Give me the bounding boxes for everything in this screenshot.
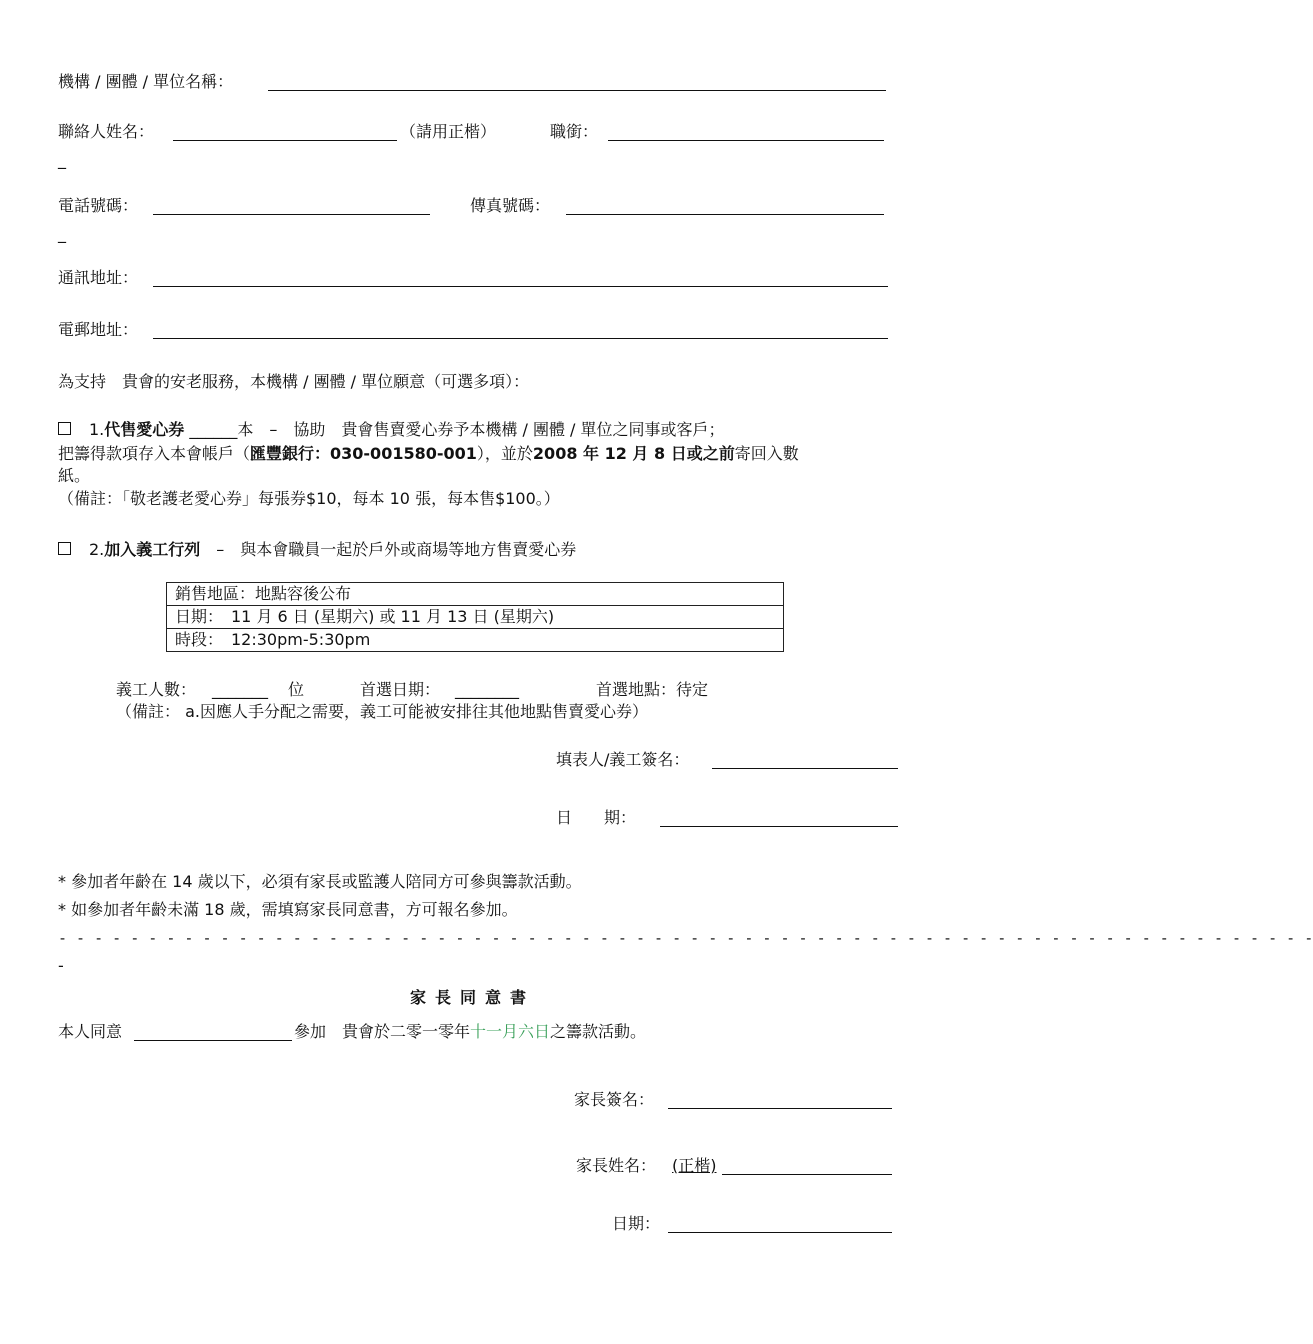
volunteer-count-blank[interactable]: _______ [212,680,268,699]
intro-text: 為支持 貴會的安老服務，本機構 / 團體 / 單位願意（可選多項）： [58,372,530,391]
sign-date-field[interactable] [660,826,898,827]
phone-wrap-mark: _ [58,224,66,243]
sales-info-table [166,582,784,652]
preferred-date-label: 首選日期： [360,680,441,699]
contact-name-field[interactable] [173,140,397,141]
volunteer-count-label: 義工人數： [116,680,197,699]
volunteer-count-unit: 位 [288,680,305,699]
option1-deposit-text3: 寄回入數 [734,444,799,463]
option1-line3: 紙。 [58,466,91,485]
email-field[interactable] [153,338,888,339]
preferred-date-blank[interactable]: ________ [455,680,519,699]
signer-field[interactable] [712,768,898,769]
option1-remark: （備註：「敬老護老愛心券」每張券$10，每本 10 張，每本售$100。） [58,489,560,508]
preferred-place-label: 首選地點：待定 [596,680,709,699]
consent-text-b: 參加 貴會於二零一零年 [294,1022,471,1041]
bank-account: 匯豐銀行：030-001580-001 [250,444,477,463]
option2-desc: – 與本會職員一起於戶外或商場等地方售賣愛心券 [200,540,577,559]
consent-event-date: 十一月六日 [470,1022,551,1041]
table-area-cell: 銷售地區：地點容後公布 [167,583,784,606]
parent-name-label: 家長姓名： [576,1156,657,1175]
option1-desc: 本 – 協助 貴會售賣愛心券予本機構 / 團體 / 單位之同事或客戶； [237,420,725,439]
option1-deposit-text: 把籌得款項存入本會帳戶（ [58,444,251,463]
cut-line-tail: - [58,956,64,975]
contact-wrap-mark: _ [58,150,66,169]
table-time-cell: 時段： 12:30pm-5:30pm [167,629,784,652]
consent-text-a: 本人同意 [58,1022,123,1041]
option1-line1 [58,420,725,440]
note-age-14: * 參加者年齡在 14 歲以下，必須有家長或監護人陪同方可參與籌款活動。 [58,872,582,891]
option2-checkbox[interactable] [58,542,71,555]
option1-title: 代售愛心券 [104,420,185,439]
parent-date-field[interactable] [668,1232,892,1233]
consent-title: 家長同意書 [410,988,536,1007]
parent-sign-label: 家長簽名： [574,1090,655,1109]
option1-checkbox[interactable] [58,422,71,435]
sign-date-label: 日 期： [556,808,637,827]
option2-title: 加入義工行列 [104,540,201,559]
option1-books-blank[interactable]: ______ [189,420,238,439]
address-field[interactable] [153,286,888,287]
option1-line2 [58,444,799,464]
option2-line [58,540,576,560]
parent-sign-field[interactable] [668,1108,892,1109]
fax-field[interactable] [566,214,884,215]
parent-name-field[interactable] [722,1174,892,1175]
consent-text-c: 之籌款活動。 [550,1022,647,1041]
deadline: 2008 年 12 月 8 日或之前 [532,444,735,463]
option1-num: 1. [89,420,105,439]
address-label: 通訊地址： [58,268,139,287]
table-date-cell: 日期： 11 月 6 日 (星期六) 或 11 月 13 日 (星期六) [167,606,784,629]
option1-deposit-text2: ），並於 [476,444,533,463]
option2-num: 2. [89,540,105,559]
job-title-field[interactable] [608,140,884,141]
parent-date-label: 日期： [612,1214,661,1233]
consent-child-name-field[interactable] [134,1040,292,1041]
phone-field[interactable] [153,214,430,215]
job-title-label: 職銜： [550,122,599,141]
consent-text [294,1022,646,1042]
fax-label: 傳真號碼： [470,196,551,215]
contact-name-note: （請用正楷） [400,122,497,141]
volunteer-remark: （備註： a.因應人手分配之需要，義工可能被安排往其他地點售賣愛心券） [116,702,648,721]
email-label: 電郵地址： [58,320,139,339]
contact-name-label: 聯絡人姓名： [58,122,155,141]
org-name-label: 機構 / 團體 / 單位名稱： [58,72,234,91]
phone-label: 電話號碼： [58,196,139,215]
org-name-field[interactable] [268,90,886,91]
parent-name-note: (正楷) [672,1156,717,1175]
note-age-18: * 如參加者年齡未滿 18 歲，需填寫家長同意書，方可報名參加。 [58,900,518,919]
signer-label: 填表人/義工簽名： [556,750,690,769]
cut-line: - - - - - - - - - - - - - - - - - - - - - - - - - - - - - - - - - - - - - - - - - - - - - - - - - - - - - - - - - - - - - - - - - - - - - - [58,929,1313,947]
